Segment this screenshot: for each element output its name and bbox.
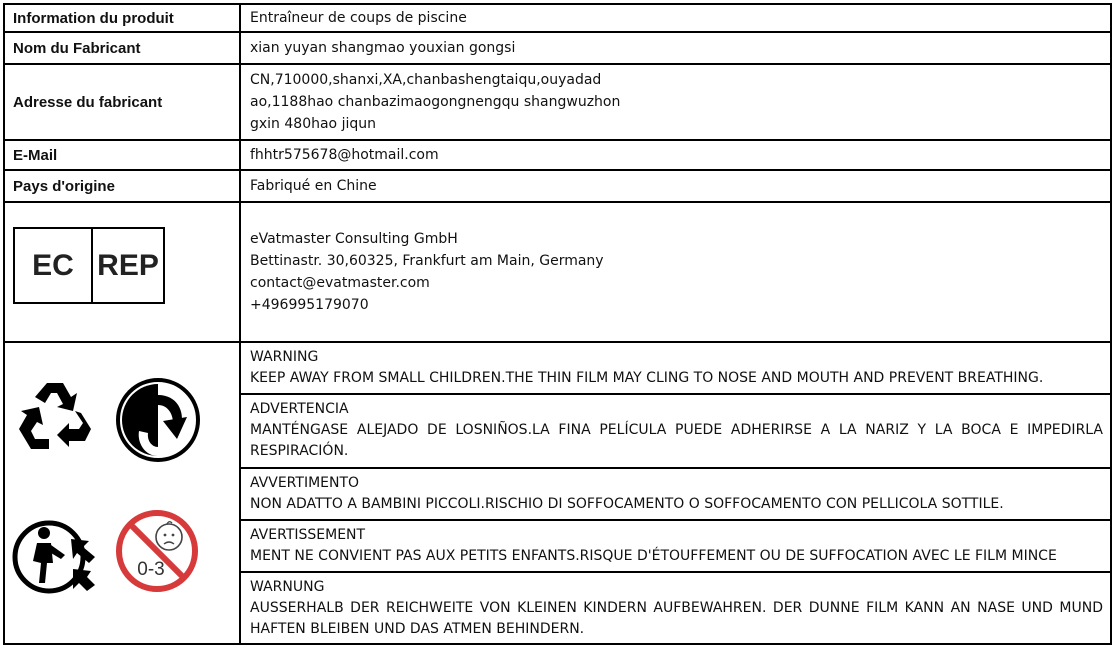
warning-title: WARNUNG: [250, 579, 325, 595]
age-warning-icon: [113, 507, 201, 595]
warnings-row: [5, 343, 1110, 643]
warning-text: KEEP AWAY FROM SMALL CHILDREN.THE THIN FILM MAY CLING TO NOSE AND MOUTH AND PREVENT BREATHING.: [250, 370, 1044, 386]
manufacturer-label: Nom du Fabricant: [5, 33, 241, 63]
recycle-icon: [11, 377, 99, 463]
warnings-list: [241, 343, 1110, 643]
warning-text: MENT NE CONVIENT PAS AUX PETITS ENFANTS.RISQUE D'ÉTOUFFEMENT OU DE SUFFOCATION AVEC LE FILM MINCE: [250, 548, 1057, 564]
warning-text: MANTÉNGASE ALEJADO DE LOSNIÑOS.LA FINA PELÍCULA PUEDE ADHERIRSE A LA NARIZ Y LA BOCA E IMPEDIRLA RESPIRACIÓN.: [250, 422, 1103, 459]
age-range-label: 0-3: [137, 559, 165, 580]
ecrep-phone: +496995179070: [250, 297, 369, 313]
address-value: [241, 65, 1110, 139]
product-row: [5, 5, 1110, 33]
email-value: fhhtr575678@hotmail.com: [250, 147, 439, 163]
trashman-recycle-icon: [11, 511, 101, 601]
warning-title: ADVERTENCIA: [250, 401, 349, 417]
warning-fr: [241, 521, 1110, 573]
green-dot-icon: [115, 377, 201, 463]
product-info-table: [3, 3, 1112, 645]
address-label: Adresse du fabricant: [5, 65, 241, 139]
ecrep-address: Bettinastr. 30,60325, Frankfurt am Main, Germany: [250, 253, 604, 269]
ecrep-company: eVatmaster Consulting GmbH: [250, 231, 458, 247]
rep-text: REP: [97, 248, 159, 282]
manufacturer-value: xian yuyan shangmao youxian gongsi: [250, 40, 516, 56]
warning-es: [241, 395, 1110, 469]
address-row: [5, 65, 1110, 141]
warning-it: [241, 469, 1110, 521]
warning-en: [241, 343, 1110, 395]
email-label: E-Mail: [5, 141, 241, 169]
origin-label: Pays d'origine: [5, 171, 241, 201]
ec-rep-symbol: [13, 227, 165, 304]
product-value: Entraîneur de coups de piscine: [250, 10, 467, 26]
warning-text: NON ADATTO A BAMBINI PICCOLI.RISCHIO DI SOFFOCAMENTO O SOFFOCAMENTO CON PELLICOLA SOTTILE.: [250, 496, 1004, 512]
address-line: ao,1188hao chanbazimaogongnengqu shangwuzhon: [250, 94, 621, 110]
origin-row: [5, 171, 1110, 203]
warning-text: AUSSERHALB DER REICHWEITE VON KLEINEN KINDERN AUFBEWAHREN. DER DUNNE FILM KANN AN NASE UND MUND HAFTEN BLEIBEN UND DAS ATMEN BEHINDERN.: [250, 600, 1103, 637]
warning-de: [241, 573, 1110, 643]
address-line: gxin 480hao jiqun: [250, 116, 376, 132]
symbols-cell: [5, 343, 241, 643]
address-line: CN,710000,shanxi,XA,chanbashengtaiqu,ouyadad: [250, 72, 602, 88]
origin-value: Fabriqué en Chine: [250, 178, 377, 194]
ecrep-details: [241, 203, 1110, 341]
product-label: Information du produit: [5, 5, 241, 31]
warning-title: AVERTISSEMENT: [250, 527, 366, 543]
email-row: [5, 141, 1110, 171]
warning-title: WARNING: [250, 349, 319, 365]
manufacturer-row: [5, 33, 1110, 65]
ecrep-email: contact@evatmaster.com: [250, 275, 430, 291]
ec-text: EC: [15, 229, 93, 302]
ecrep-row: [5, 203, 1110, 343]
warning-title: AVVERTIMENTO: [250, 475, 360, 491]
ecrep-symbol-cell: [5, 203, 241, 341]
